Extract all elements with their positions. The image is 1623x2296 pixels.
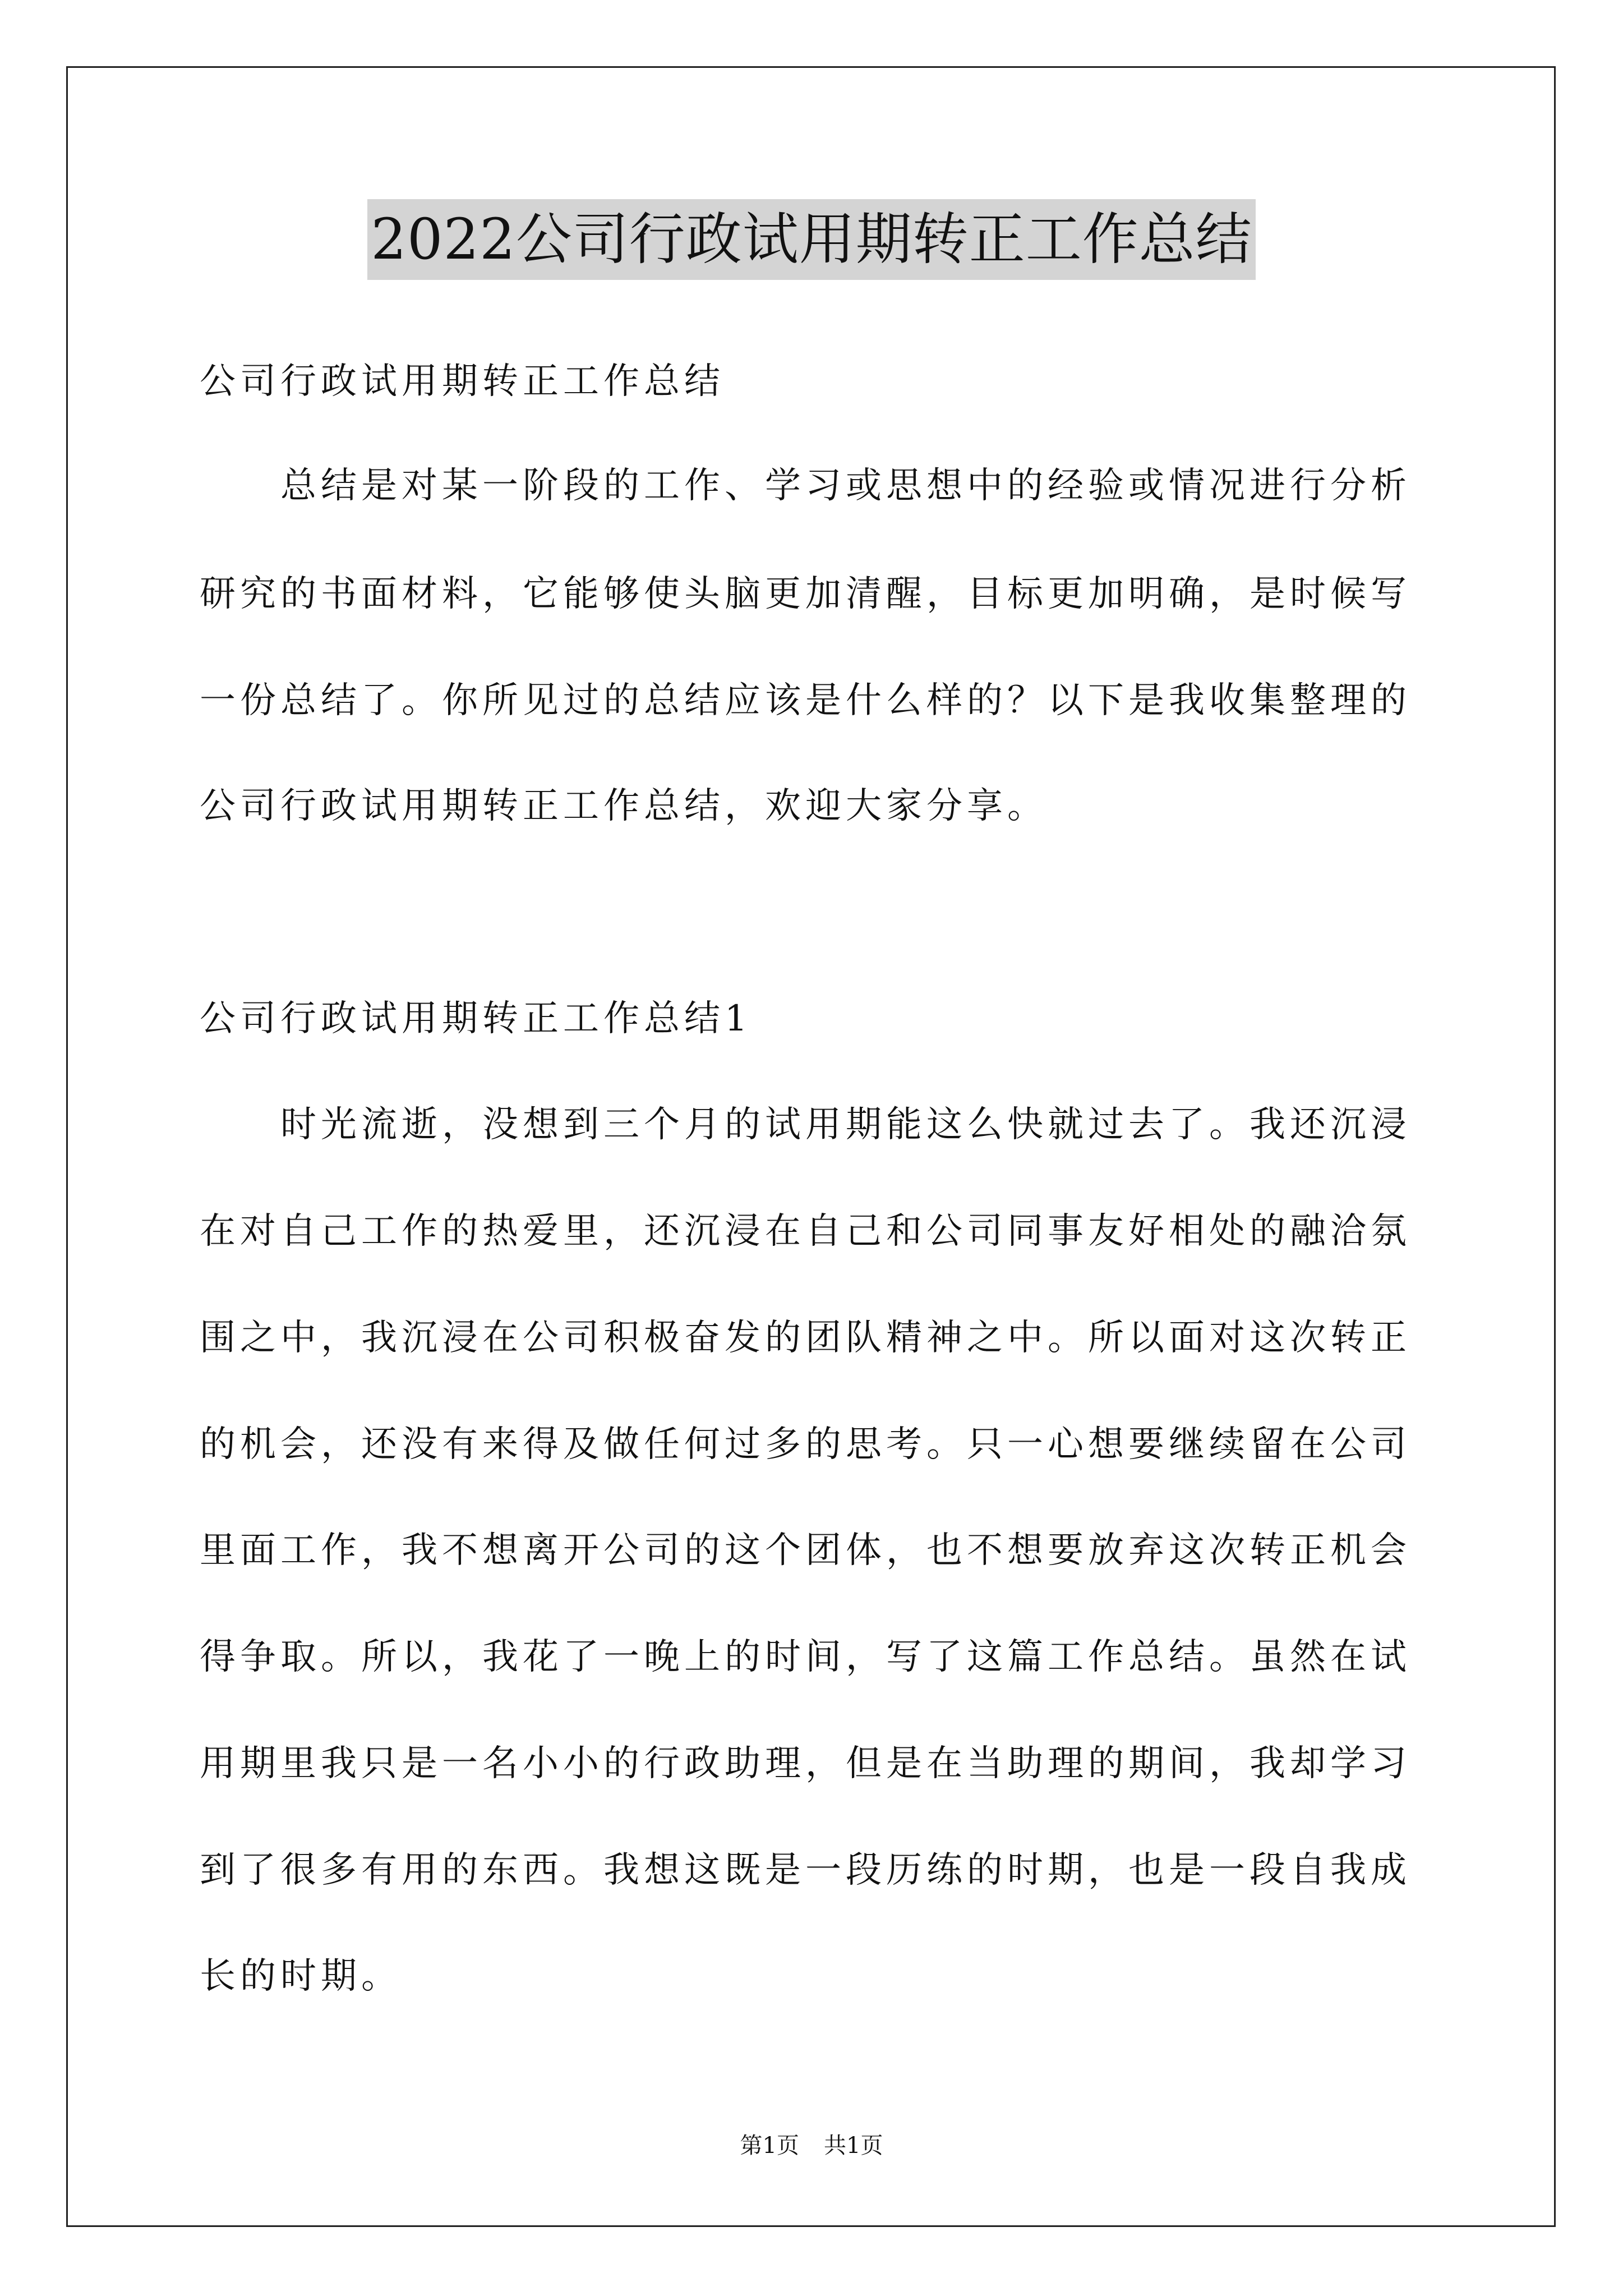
paragraph-line: 公司行政试用期转正工作总结，欢迎大家分享。 <box>200 785 1048 827</box>
page-footer <box>0 2132 1623 2160</box>
paragraph-line: 时光流逝，没想到三个月的试用期能这么快就过去了。我还沉浸 <box>280 1104 1411 1145</box>
paragraph-line: 一份总结了。你所见过的总结应该是什么样的？以下是我收集整理的 <box>200 680 1411 721</box>
section-heading: 公司行政试用期转正工作总结1 <box>200 998 752 1039</box>
document-title: 2022公司行政试用期转正工作总结 <box>367 199 1256 280</box>
paragraph-line: 用期里我只是一名小小的行政助理，但是在当助理的期间，我却学习 <box>200 1743 1411 1784</box>
paragraph-line: 长的时期。 <box>200 1955 402 1997</box>
paragraph-line: 的机会，还没有来得及做任何过多的思考。只一心想要继续留在公司 <box>200 1424 1411 1465</box>
paragraph-line: 研究的书面材料，它能够使头脑更加清醒，目标更加明确，是时候写 <box>200 573 1411 615</box>
page-number: 第1页 <box>740 2133 799 2159</box>
paragraph-line: 里面工作，我不想离开公司的这个团体，也不想要放弃这次转正机会 <box>200 1530 1411 1571</box>
paragraph-line: 总结是对某一阶段的工作、学习或思想中的经验或情况进行分析 <box>280 465 1411 507</box>
page-count: 共1页 <box>824 2133 883 2159</box>
paragraph-line: 得争取。所以，我花了一晚上的时间，写了这篇工作总结。虽然在试 <box>200 1636 1411 1678</box>
paragraph-line: 在对自己工作的热爱里，还沉浸在自己和公司同事友好相处的融洽氛 <box>200 1211 1411 1252</box>
title-container <box>0 199 1623 280</box>
paragraph-line: 围之中，我沉浸在公司积极奋发的团队精神之中。所以面对这次转正 <box>200 1317 1411 1359</box>
paragraph-line: 到了很多有用的东西。我想这既是一段历练的时期，也是一段自我成 <box>200 1849 1411 1891</box>
section-heading: 公司行政试用期转正工作总结 <box>200 361 725 402</box>
